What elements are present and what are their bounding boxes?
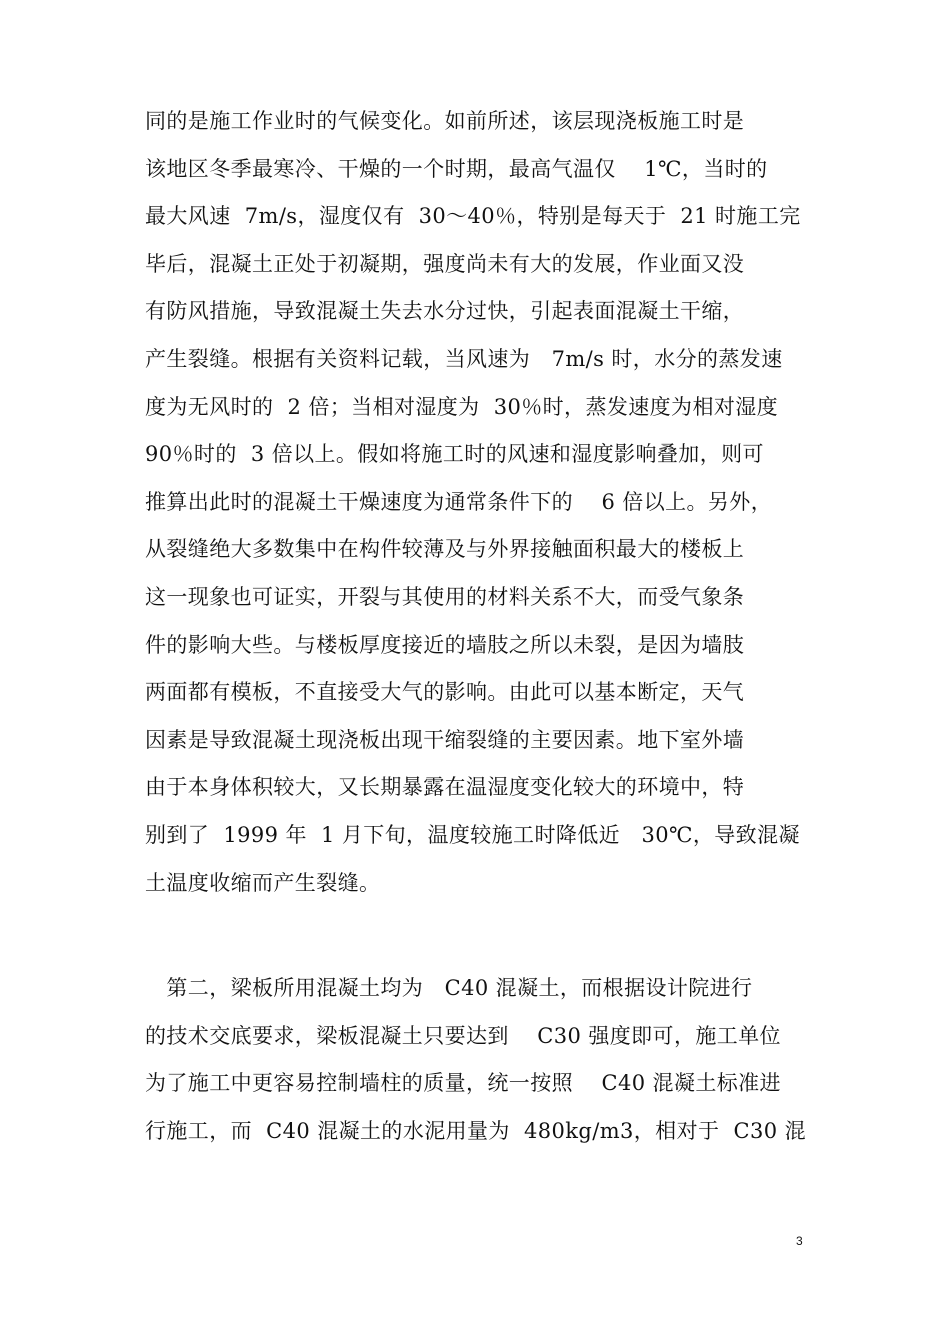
text-line: 有防风措施，导致混凝土失去水分过快，引起表面混凝土干缩，	[145, 299, 745, 324]
text-line: 该地区冬季最寒冷、干燥的一个时期，最高气温仅 1℃，当时的	[145, 156, 768, 181]
text-line: 度为无风时的 2 倍；当相对湿度为 30％时，蒸发速度为相对湿度	[145, 394, 779, 419]
text-line: 因素是导致混凝土现浇板出现干缩裂缝的主要因素。地下室外墙	[145, 727, 745, 752]
text-line: 产生裂缝。根据有关资料记载，当风速为 7m/s 时，水分的蒸发速	[145, 347, 783, 371]
text-line: 从裂缝绝大多数集中在构件较薄及与外界接触面积最大的楼板上	[145, 537, 745, 562]
text-line: 这一现象也可证实，开裂与其使用的材料关系不大，而受气象条	[145, 585, 745, 609]
text-line: 最大风速 7m/s，湿度仅有 30～40％，特别是每天于 21 时施工完	[145, 204, 801, 229]
text-line: 的技术交底要求，梁板混凝土只要达到 C30 强度即可，施工单位	[145, 1023, 781, 1048]
text-line: 件的影响大些。与楼板厚度接近的墙肢之所以未裂，是因为墙肢	[145, 632, 745, 657]
text-line: 土温度收缩而产生裂缝。	[145, 870, 381, 895]
page-number: 3	[796, 1234, 803, 1248]
text-line: 别到了 1999 年 1 月下旬，温度较施工时降低近 30℃，导致混凝	[145, 823, 800, 847]
text-line: 行施工，而 C40 混凝土的水泥用量为 480kg/m3，相对于 C30 混	[145, 1118, 806, 1143]
text-line: 两面都有模板，不直接受大气的影响。由此可以基本断定，天气	[145, 680, 745, 705]
text-line: 90％时的 3 倍以上。假如将施工时的风速和湿度影响叠加，则可	[145, 442, 764, 467]
text-line: 推算出此时的混凝土干燥速度为通常条件下的 6 倍以上。另外，	[145, 489, 773, 514]
text-line: 为了施工中更容易控制墙柱的质量，统一按照 C40 混凝土标准进	[145, 1071, 781, 1096]
text-line: 第二，梁板所用混凝土均为 C40 混凝土，而根据设计院进行	[145, 976, 753, 1000]
text-line: 毕后，混凝土正处于初凝期，强度尚未有大的发展，作业面又没	[145, 251, 745, 276]
text-line: 由于本身体积较大，又长期暴露在温湿度变化较大的环境中，特	[145, 775, 745, 800]
text-line: 同的是施工作业时的气候变化。如前所述，该层现浇板施工时是	[145, 109, 745, 133]
